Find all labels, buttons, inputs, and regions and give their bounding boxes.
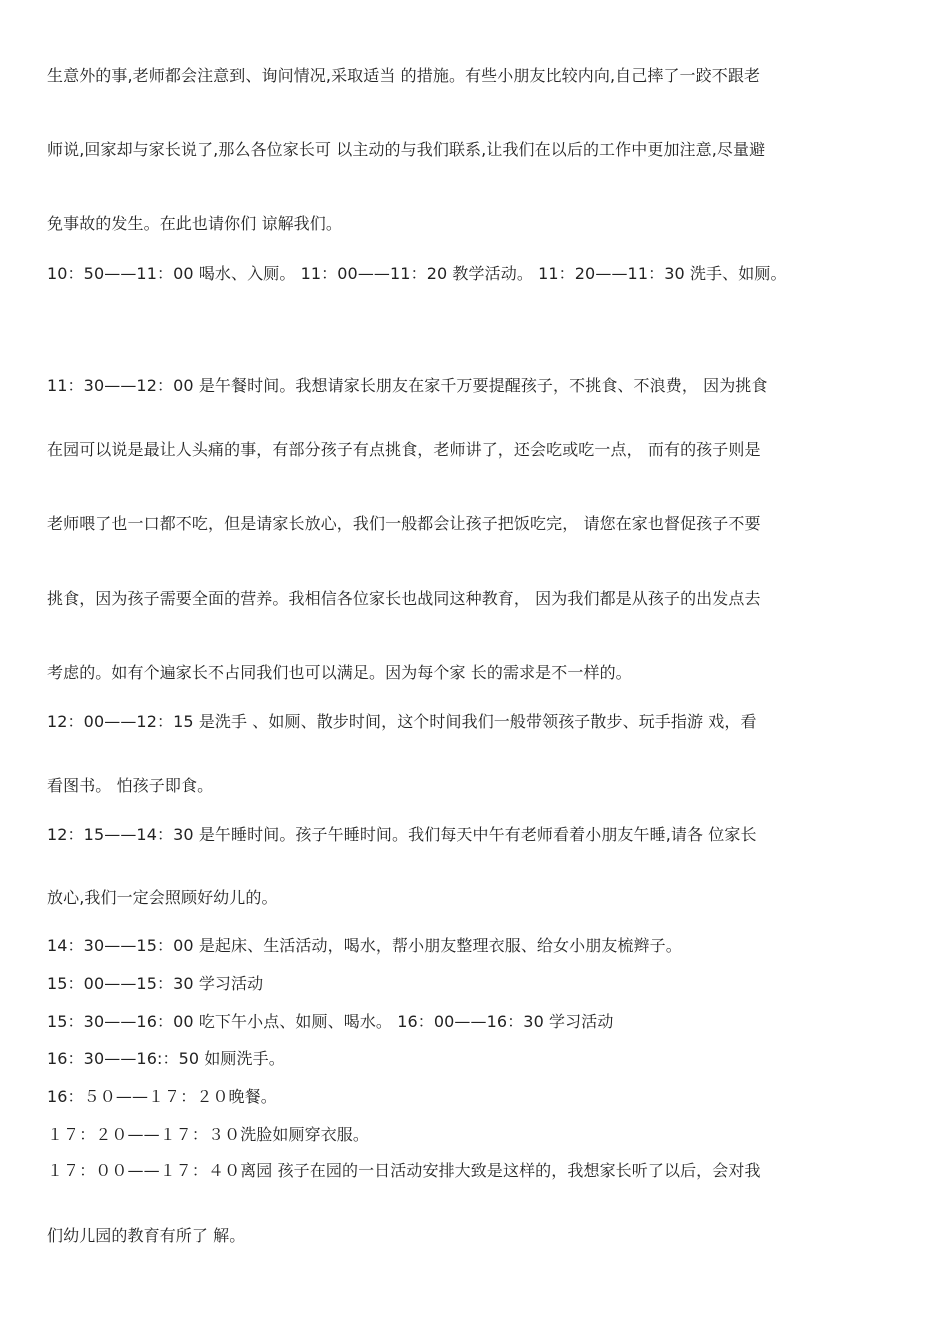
schedule-line: 15：30——16：00 吃下午小点、如厕、喝水。 16：00——16：30 学习活动 xyxy=(47,1012,614,1031)
paragraph-line: 师说,回家却与家长说了,那么各位家长可 以主动的与我们联系,让我们在以后的工作中更加注意,尽量避 xyxy=(47,140,766,159)
paragraph-line: 老师喂了也一口都不吃，但是请家长放心，我们一般都会让孩子把饭吃完， 请您在家也督促孩子不要 xyxy=(47,514,761,533)
schedule-line: 15：00——15：30 学习活动 xyxy=(47,974,264,993)
paragraph-line: 在园可以说是最让人头痛的事，有部分孩子有点挑食，老师讲了，还会吃或吃一点， 而有的孩子则是 xyxy=(47,440,761,459)
paragraph-line: 看图书。 怕孩子即食。 xyxy=(47,776,214,795)
schedule-line: 10：50——11：00 喝水、入厕。 11：00——11：20 教学活动。 11：20——11：30 洗手、如厕。 xyxy=(47,264,787,283)
schedule-line: １７：２０——１７：３０洗脸如厕穿衣服。 xyxy=(47,1125,370,1144)
paragraph-line: 免事故的发生。在此也请你们 谅解我们。 xyxy=(47,214,342,233)
schedule-line: 12：15——14：30 是午睡时间。孩子午睡时间。我们每天中午有老师看着小朋友午睡,请各 位家长 xyxy=(47,825,757,844)
schedule-line: 12：00——12：15 是洗手 、如厕、散步时间，这个时间我们一般带领孩子散步、玩手指游 戏，看 xyxy=(47,712,757,731)
schedule-line: 11：30——12：00 是午餐时间。我想请家长朋友在家千万要提醒孩子，不挑食、不浪费， 因为挑食 xyxy=(47,376,768,395)
paragraph-line: 生意外的事,老师都会注意到、询问情况,采取适当 的措施。有些小朋友比较内向,自己摔了一跤不跟老 xyxy=(47,66,761,85)
schedule-line: 16：30——16:：50 如厕洗手。 xyxy=(47,1049,285,1068)
paragraph-line: 挑食，因为孩子需要全面的营养。我相信各位家长也战同这种教育， 因为我们都是从孩子的出发点去 xyxy=(47,589,761,608)
paragraph-line: 放心,我们一定会照顾好幼儿的。 xyxy=(47,888,278,907)
paragraph-line: 考虑的。如有个遍家长不占同我们也可以满足。因为每个家 长的需求是不一样的。 xyxy=(47,663,632,682)
schedule-line: 14：30——15：00 是起床、生活活动，喝水，帮小朋友整理衣服、给女小朋友梳辫子。 xyxy=(47,936,682,955)
schedule-line: １７：００——１７：４０离园 孩子在园的一日活动安排大致是这样的，我想家长听了以后，会对我 xyxy=(47,1161,761,1180)
schedule-line: 16：５０——１７：２０晚餐。 xyxy=(47,1087,277,1106)
paragraph-line: 们幼儿园的教育有所了 解。 xyxy=(47,1226,246,1245)
